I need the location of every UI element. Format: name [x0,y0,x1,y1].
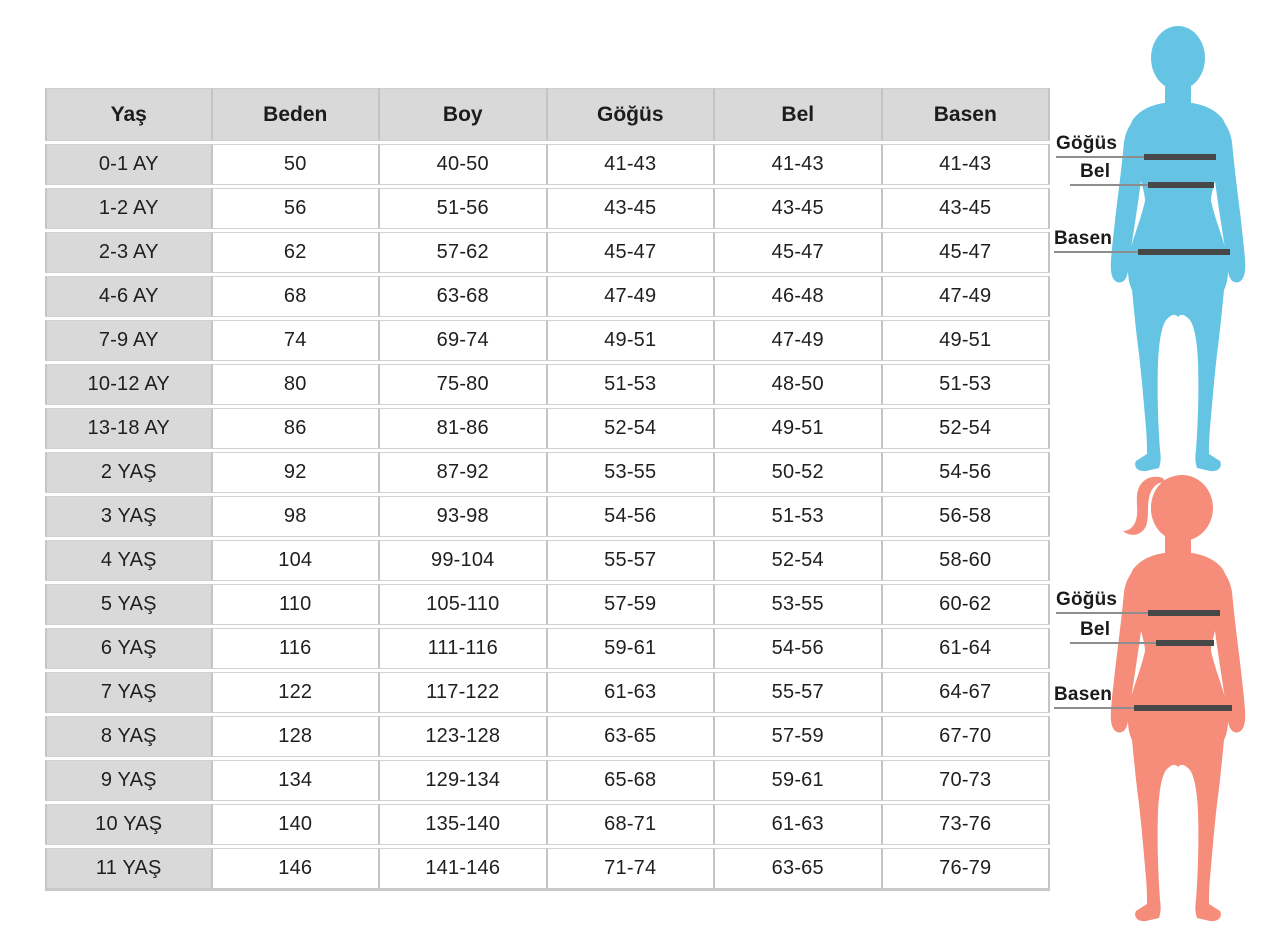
value-cell: 70-73 [883,760,1051,801]
row-header-cell: 11 YAŞ [45,848,213,891]
value-cell: 146 [213,848,381,891]
value-cell: 62 [213,232,381,273]
row-header-cell: 0-1 AY [45,144,213,185]
value-cell: 98 [213,496,381,537]
value-cell: 80 [213,364,381,405]
value-cell: 56 [213,188,381,229]
table-row [45,232,1050,273]
value-cell: 117-122 [380,672,548,713]
value-cell: 87-92 [380,452,548,493]
value-cell: 81-86 [380,408,548,449]
value-cell: 53-55 [548,452,716,493]
value-cell: 110 [213,584,381,625]
measure-waist-top [1070,161,1214,186]
measure-hips-top [1054,228,1230,253]
column-header: Basen [883,88,1051,141]
table-row [45,628,1050,669]
chest-label: Göğüs [1056,133,1118,154]
table-row [45,584,1050,625]
row-header-cell: 4-6 AY [45,276,213,317]
row-header-cell: 2 YAŞ [45,452,213,493]
value-cell: 128 [213,716,381,757]
value-cell: 46-48 [715,276,883,317]
column-header: Boy [380,88,548,141]
value-cell: 47-49 [715,320,883,361]
value-cell: 111-116 [380,628,548,669]
measure-chest-top [1056,133,1216,158]
hips-label: Basen [1054,228,1113,249]
value-cell: 59-61 [548,628,716,669]
column-header: Beden [213,88,381,141]
value-cell: 51-53 [883,364,1051,405]
column-header: Göğüs [548,88,716,141]
value-cell: 123-128 [380,716,548,757]
row-header-cell: 8 YAŞ [45,716,213,757]
value-cell: 52-54 [715,540,883,581]
value-cell: 93-98 [380,496,548,537]
value-cell: 51-56 [380,188,548,229]
table-row [45,144,1050,185]
value-cell: 61-64 [883,628,1051,669]
value-cell: 99-104 [380,540,548,581]
table-row [45,452,1050,493]
table-row [45,848,1050,891]
row-header-cell: 10-12 AY [45,364,213,405]
row-header-cell: 7 YAŞ [45,672,213,713]
table-row [45,320,1050,361]
waist-span-line [1148,182,1214,188]
column-header: Yaş [45,88,213,141]
value-cell: 141-146 [380,848,548,891]
table-row [45,364,1050,405]
column-header: Bel [715,88,883,141]
value-cell: 55-57 [715,672,883,713]
row-header-cell: 6 YAŞ [45,628,213,669]
value-cell: 45-47 [883,232,1051,273]
value-cell: 41-43 [715,144,883,185]
value-cell: 59-61 [715,760,883,801]
value-cell: 47-49 [548,276,716,317]
value-cell: 49-51 [883,320,1051,361]
table-row [45,716,1050,757]
value-cell: 76-79 [883,848,1051,891]
value-cell: 53-55 [715,584,883,625]
row-header-cell: 2-3 AY [45,232,213,273]
value-cell: 63-68 [380,276,548,317]
table-row [45,188,1050,229]
value-cell: 51-53 [715,496,883,537]
value-cell: 71-74 [548,848,716,891]
value-cell: 57-59 [548,584,716,625]
value-cell: 105-110 [380,584,548,625]
value-cell: 55-57 [548,540,716,581]
value-cell: 68-71 [548,804,716,845]
table-row [45,760,1050,801]
hips-span-line [1138,249,1230,255]
value-cell: 61-63 [548,672,716,713]
value-cell: 51-53 [548,364,716,405]
value-cell: 41-43 [548,144,716,185]
value-cell: 41-43 [883,144,1051,185]
value-cell: 52-54 [883,408,1051,449]
chest-span-line [1144,154,1216,160]
value-cell: 54-56 [715,628,883,669]
table-row [45,540,1050,581]
value-cell: 63-65 [548,716,716,757]
hips-label: Basen [1054,684,1113,705]
measure-chest-bottom [1056,589,1220,614]
value-cell: 60-62 [883,584,1051,625]
value-cell: 67-70 [883,716,1051,757]
table-row [45,496,1050,537]
value-cell: 135-140 [380,804,548,845]
value-cell: 47-49 [883,276,1051,317]
value-cell: 49-51 [548,320,716,361]
measure-hips-bottom [1054,684,1232,709]
table-row [45,276,1050,317]
value-cell: 52-54 [548,408,716,449]
value-cell: 50-52 [715,452,883,493]
value-cell: 65-68 [548,760,716,801]
value-cell: 116 [213,628,381,669]
row-header-cell: 10 YAŞ [45,804,213,845]
value-cell: 104 [213,540,381,581]
value-cell: 73-76 [883,804,1051,845]
measure-waist-bottom [1070,619,1214,644]
value-cell: 122 [213,672,381,713]
value-cell: 86 [213,408,381,449]
value-cell: 58-60 [883,540,1051,581]
value-cell: 40-50 [380,144,548,185]
chest-span-line [1148,610,1220,616]
value-cell: 43-45 [715,188,883,229]
row-header-cell: 9 YAŞ [45,760,213,801]
value-cell: 140 [213,804,381,845]
value-cell: 74 [213,320,381,361]
table-row [45,804,1050,845]
value-cell: 49-51 [715,408,883,449]
row-header-cell: 4 YAŞ [45,540,213,581]
row-header-cell: 3 YAŞ [45,496,213,537]
chest-label: Göğüs [1056,589,1118,610]
value-cell: 57-62 [380,232,548,273]
value-cell: 54-56 [548,496,716,537]
table-row [45,408,1050,449]
row-header-cell: 7-9 AY [45,320,213,361]
value-cell: 68 [213,276,381,317]
size-table-body [45,144,1050,891]
waist-label: Bel [1080,161,1111,182]
row-header-cell: 1-2 AY [45,188,213,229]
size-table [45,85,1050,894]
value-cell: 56-58 [883,496,1051,537]
value-cell: 75-80 [380,364,548,405]
value-cell: 43-45 [548,188,716,229]
value-cell: 61-63 [715,804,883,845]
waist-label: Bel [1080,619,1111,640]
value-cell: 57-59 [715,716,883,757]
value-cell: 48-50 [715,364,883,405]
value-cell: 54-56 [883,452,1051,493]
value-cell: 69-74 [380,320,548,361]
value-cell: 63-65 [715,848,883,891]
value-cell: 50 [213,144,381,185]
hips-span-line [1134,705,1232,711]
value-cell: 64-67 [883,672,1051,713]
value-cell: 43-45 [883,188,1051,229]
waist-span-line [1156,640,1214,646]
value-cell: 134 [213,760,381,801]
value-cell: 45-47 [548,232,716,273]
value-cell: 45-47 [715,232,883,273]
value-cell: 92 [213,452,381,493]
size-table-head-row [45,88,1050,141]
table-row [45,672,1050,713]
row-header-cell: 13-18 AY [45,408,213,449]
value-cell: 129-134 [380,760,548,801]
row-header-cell: 5 YAŞ [45,584,213,625]
